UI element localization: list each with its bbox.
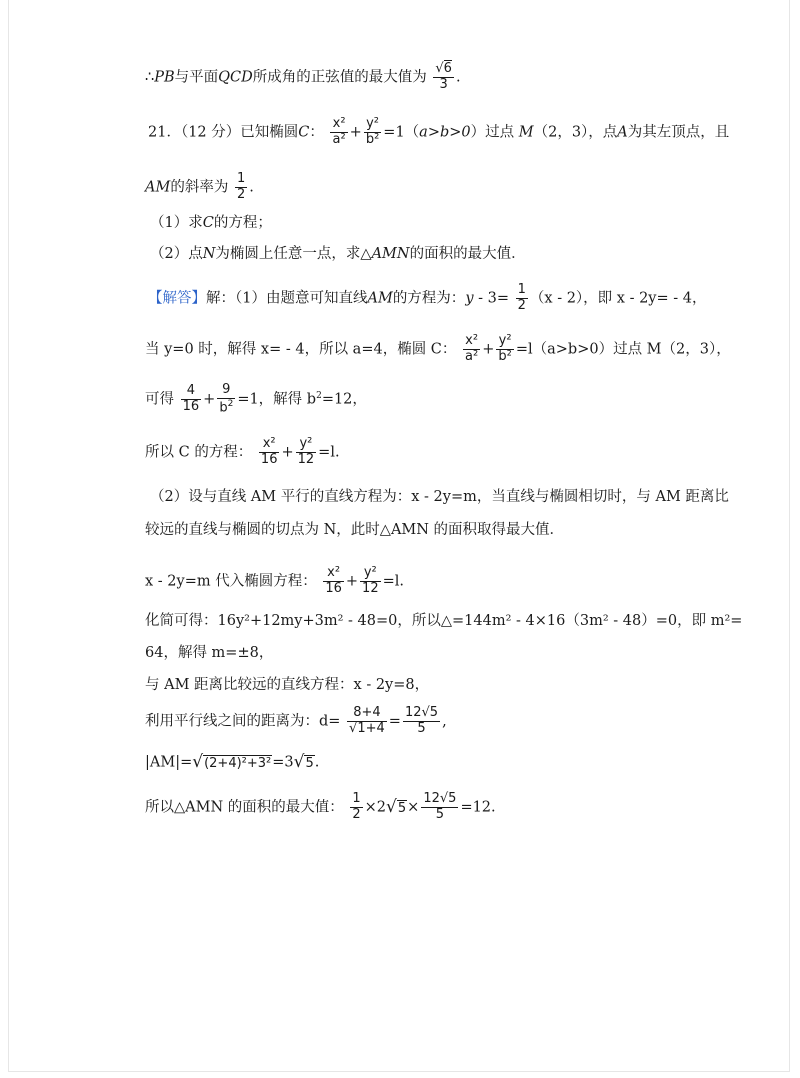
answer-line-9: 64，解得 m=±8， [145,645,274,661]
answer-line-10: 与 AM 距离比较远的直线方程：x - 2y=8， [145,677,430,693]
fraction-y2-b2: $\frac{\text{y²}}{\text{b²}}$ [365,116,380,147]
answer-tag: 【解答】 [148,290,206,307]
question-21-part-2: （2）点N为椭圆上任意一点，求△AMN的面积的最大值． [150,246,526,262]
answer-line-5: （2）设与直线 AM 平行的直线方程为：x - 2y=m，当直线与椭圆相切时，与 AM 距离比 [150,489,729,505]
answer-line-12: |AM|=√(2+4)²+3²=3√5. [145,752,320,772]
conclusion-line: ∴PB与平面QCD所成角的正弦值的最大值为 $\frac{√6}{3}$ . [145,61,461,92]
question-21-header: 21．（12 分）已知椭圆C： $\frac{\text{x²}}{\text{a²}}$ + $\frac{\text{y²}}{\text{b²}}$ =1（a>b>0）过点 M（2，3），点A为其左顶点，且 [148,116,730,147]
answer-line-4: 所以 C 的方程： $\frac{\text{x²}}{16}$ + $\frac{\text{y²}}{12}$ =l. [145,436,340,467]
answer-line-11: 利用平行线之间的距离为：d= $\frac{8+4}{√1+4}$ = $\frac{12√5}{5}$ , [145,705,447,736]
fraction-x2-a2: $\frac{\text{x²}}{\text{a²}}$ [332,116,346,147]
fraction: $\frac{√6}{3}$ [435,61,452,92]
answer-line-8: 化简可得：16y²+12my+3m² - 48=0，所以△=144m² - 4×16（3m² - 48）=0，即 m²= [145,613,743,629]
fraction-slope: $\frac{1}{2}$ [236,171,246,202]
answer-line-7: x - 2y=m 代入椭圆方程： $\frac{\text{x²}}{16}$ + $\frac{\text{y²}}{12}$ =l. [145,565,404,596]
answer-line-2: 当 y=0 时，解得 x= - 4，所以 a=4，椭圆 C： $\frac{\text{x²}}{\text{a²}}$ + $\frac{\text{y²}}{\text{b²}}$ =l（a>b>0）过点 M（2，3）， [145,333,731,364]
answer-line-1: 【解答】解：（1）由题意可知直线AM的方程为：y - 3= $\frac{1}{2}$ （x - 2），即 x - 2y= - 4， [148,282,707,313]
question-21-part-1: （1）求C的方程； [150,215,272,231]
answer-line-13: 所以△AMN 的面积的最大值： $\frac{1}{2}$ ×2√5× $\frac{12√5}{5}$ =12. [145,791,496,822]
answer-line-3: 可得 $\frac{4}{16}$ + $\frac{9}{b^2}$ =1，解得 $b^2=12$， [145,382,367,416]
answer-line-6: 较远的直线与椭圆的切点为 N，此时△AMN 的面积取得最大值． [145,522,565,538]
question-21-slope: AM的斜率为 $\frac{1}{2}$ . [145,171,254,202]
